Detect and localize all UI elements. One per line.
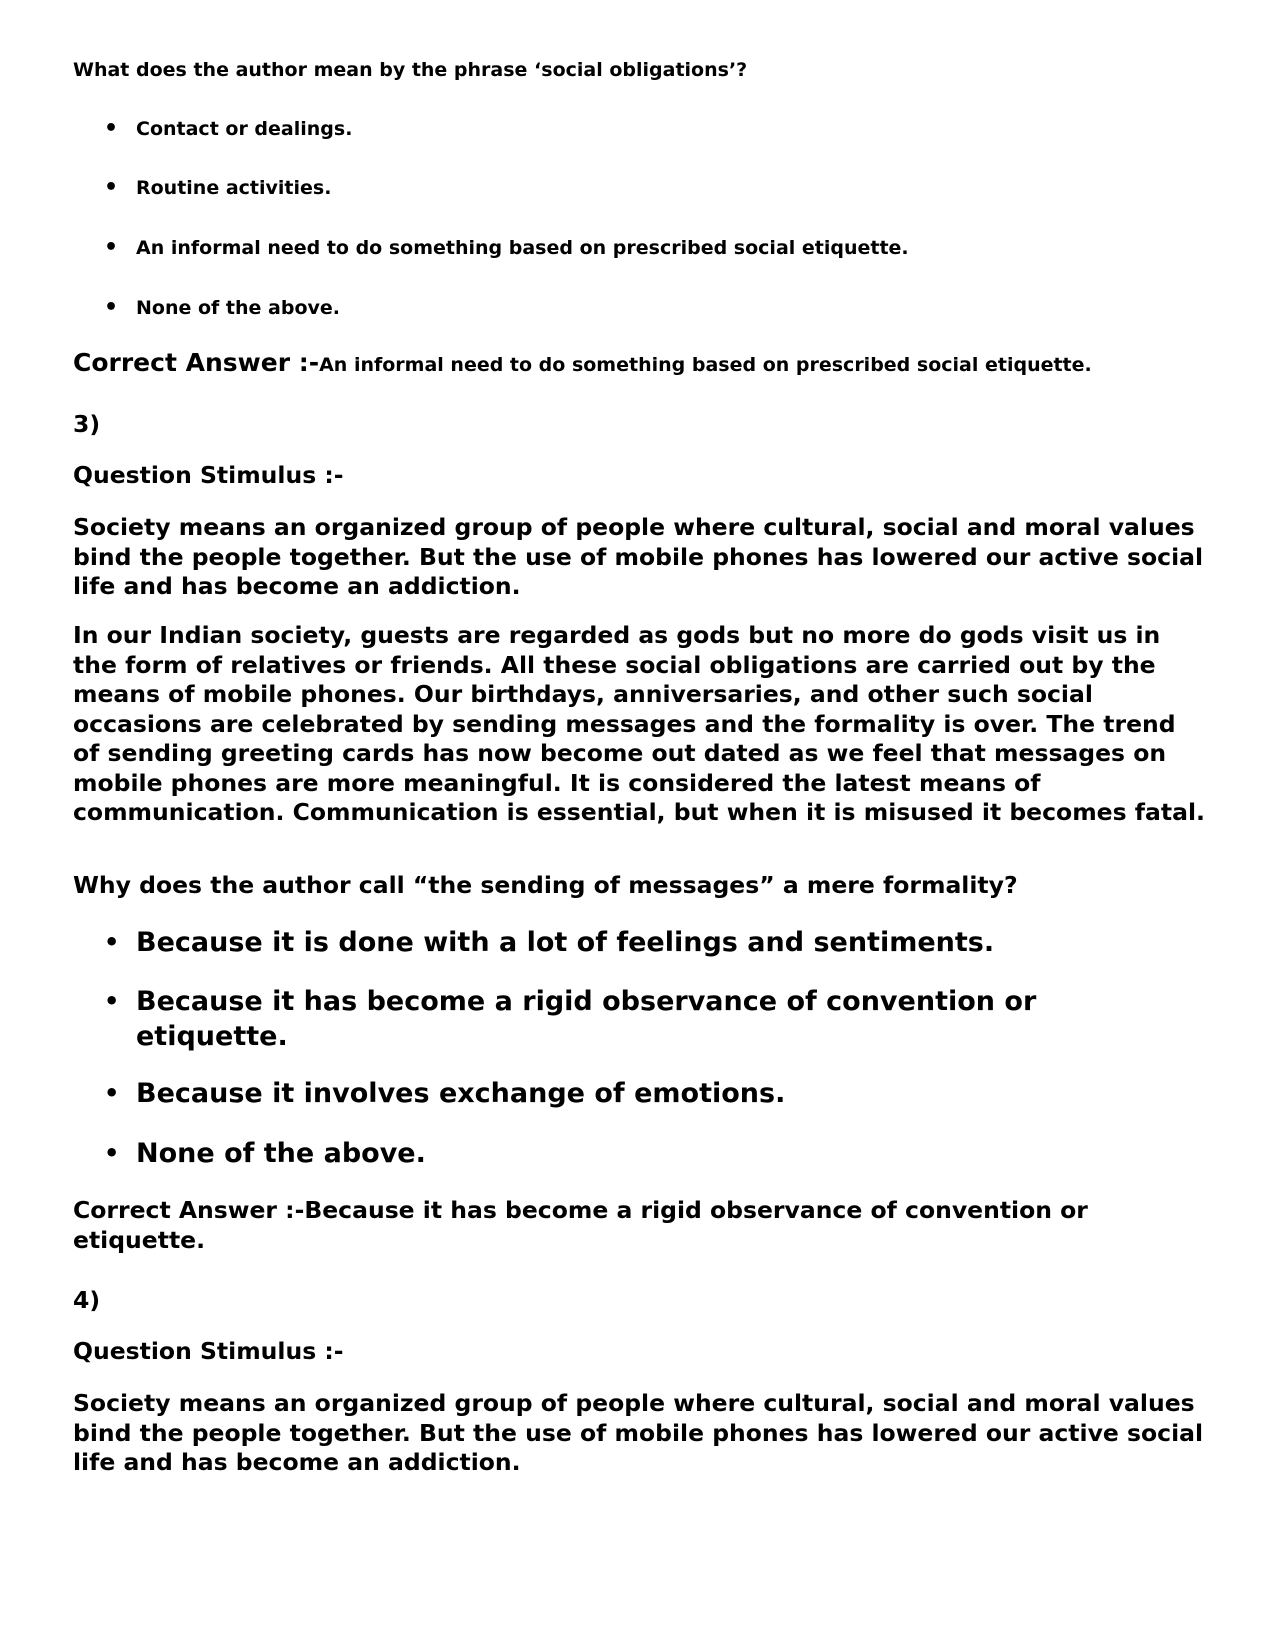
q3-correct-answer: Correct Answer :-Because it has become a rigid observance of convention or etiquette.	[73, 1196, 1088, 1254]
q4-number: 4)	[73, 1286, 101, 1314]
q3-prompt: Why does the author call “the sending of messages” a mere formality?	[73, 871, 1018, 899]
bullet-icon: •	[104, 175, 119, 200]
q2-option-text: None of the above.	[136, 297, 340, 319]
bullet-icon: •	[104, 1139, 120, 1167]
q3-stimulus-label: Question Stimulus :-	[73, 461, 344, 489]
bullet-icon: •	[104, 295, 119, 320]
q3-option-text: Because it has become a rigid observance of convention or etiquette.	[136, 986, 1037, 1052]
q3-passage-paragraph: In our Indian society, guests are regarded as gods but no more do gods visit us in the form of relatives or friends. All these social obligations are carried out by the means of mobile phones. Our birthdays, anniversaries, and other such social occasions are celebrated by sending messages and the formality is over. The trend of sending greeting cards has now become out dated as we feel that messages on mobile phones are more meaningful. It is considered the latest means of communication. Communication is essential, but when it is misused it becomes fatal.	[73, 621, 1205, 826]
q4-passage-paragraph: Society means an organized group of people where cultural, social and moral values bind the people together. But the use of mobile phones has lowered our active social life and has become an addiction.	[73, 1389, 1204, 1476]
q4-stimulus-label: Question Stimulus :-	[73, 1337, 344, 1365]
q3-passage-paragraph: Society means an organized group of people where cultural, social and moral values bind the people together. But the use of mobile phones has lowered our active social life and has become an addiction.	[73, 513, 1204, 600]
bullet-icon: •	[104, 1079, 120, 1107]
q2-option-text: An informal need to do something based on prescribed social etiquette.	[136, 237, 909, 259]
bullet-icon: •	[104, 235, 119, 260]
bullet-icon: •	[104, 987, 120, 1015]
q2-option-text: Contact or dealings.	[136, 118, 353, 140]
q3-number: 3)	[73, 410, 101, 438]
answer-text: An informal need to do something based on prescribed social etiquette.	[319, 354, 1092, 376]
q3-option-text: Because it is done with a lot of feelings and sentiments.	[136, 927, 995, 958]
q3-option-text: None of the above.	[136, 1138, 426, 1169]
q2-correct-answer	[73, 348, 1208, 380]
bullet-icon: •	[104, 116, 119, 141]
bullet-icon: •	[104, 928, 120, 956]
q2-option-text: Routine activities.	[136, 177, 332, 199]
q2-prompt: What does the author mean by the phrase ‘social obligations’?	[73, 59, 748, 81]
q3-option-text: Because it involves exchange of emotions.	[136, 1078, 786, 1109]
answer-label: Correct Answer :-	[73, 348, 320, 377]
